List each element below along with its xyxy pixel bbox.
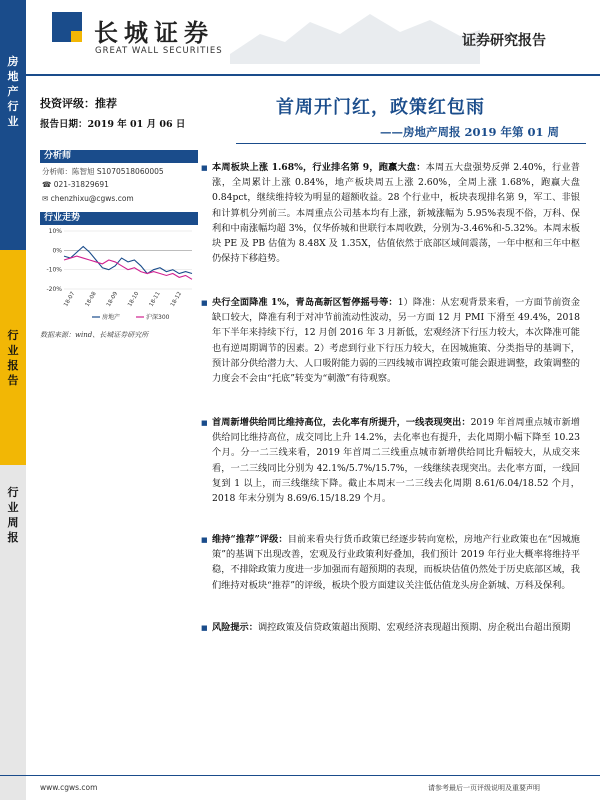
analyst-email[interactable]: ✉ chenzhixu@cgws.com [42, 194, 134, 203]
email-icon: ✉ [42, 194, 51, 203]
page-header [0, 0, 600, 74]
paragraph-body: 1）降准：从宏观背景来看，一方面节前资金缺口较大，降准有利于对冲节前流动性波动，另一方面 12 月 PMI 下滑至 49.4%，2018 年下半年来持续下行，12 月创 2016 年 3 月新低，宏观经济下行压力较大，本次降准可能也有逆周期调节的因素。2）考虑到行业下行压力较大，在因城施策、分类指导的基调下，预计部分供给潜力大、人口吸附能力弱的三四线城市调控政策可能会跟进调整，政策调整的力度会不会由“托底”转变为“刺激”有待观察。 [212, 297, 580, 385]
chart-source: 数据来源：wind、长城证券研究所 [40, 331, 149, 339]
report-subtitle: ——房地产周报 2019 年第 01 周 [380, 125, 560, 139]
x-tick-label: 18-10 [127, 291, 141, 308]
header-divider [0, 74, 600, 76]
paragraph-supply [201, 415, 580, 506]
investment-rating: 投资评级：推荐 [40, 97, 117, 110]
paragraph-lead: 央行全面降准 1%，青岛高新区暂停摇号等： [212, 297, 398, 308]
footer-divider [0, 775, 600, 776]
rail-label-mid: 行 业 报 告 [7, 329, 19, 387]
footer-disclaimer: 请参考最后一页评级说明及重要声明 [428, 784, 540, 792]
series-line-1 [64, 256, 192, 279]
y-tick-label: 0% [52, 247, 62, 255]
x-tick-label: 18-12 [169, 291, 184, 308]
bullet-icon: ■ [201, 164, 208, 172]
x-tick-label: 18-08 [84, 291, 98, 308]
side-rail [0, 0, 26, 800]
paragraph-body: 本周五大盘强势反弹 2.40%，行业普涨，全周累计上涨 0.84%，地产板块周五上涨 2.60%，全周上涨 1.68%，跑赢大盘 0.84pct，继续维持较为明显的超额收益。28 个行业中，板块表现排名第 9，军工、非银和计算机分列前三。本周重点公司基本均有上涨，新城涨幅为 5.95%表现不俗，万科、保利和中南涨幅均超 3%，仅华侨城和世联行本周收跌，分别为-3.46%和-5.32%。本周末板块 PE 及 PB 估值为 8.48X 及 1.35X，估值依然于底部区域间震荡，一年中枢和三年中枢仍保持下移趋势。 [212, 162, 580, 265]
rail-label-bottom: 行 业 周 报 [7, 486, 19, 544]
bullet-icon: ■ [201, 419, 208, 427]
footer-url-link[interactable]: www.cgws.com [40, 783, 98, 792]
paragraph-lead: 首周新增供给同比维持高位，去化率有所提升，一线表现突出： [212, 417, 471, 428]
paragraph-market [201, 160, 580, 266]
great-wall-watermark [230, 4, 480, 64]
y-tick-label: 10% [48, 228, 62, 235]
y-tick-label: -10% [46, 266, 62, 274]
analyst-name: 分析师：陈智旭 S1070518060005 [42, 167, 164, 176]
rail-segment-mid [0, 250, 26, 465]
company-logo-mark [52, 12, 82, 42]
legend-label-0: 房地产 [102, 314, 121, 321]
bullet-icon: ■ [201, 624, 208, 632]
bullet-icon: ■ [201, 536, 208, 544]
rail-segment-top [0, 0, 26, 250]
rail-segment-bottom [0, 465, 26, 800]
analyst-phone: ☎ 021-31829691 [42, 180, 109, 189]
company-logo-en: GREAT WALL SECURITIES [95, 46, 223, 56]
x-tick-label: 18-09 [105, 291, 120, 308]
legend-label-1: 沪深300 [146, 314, 170, 321]
paragraph-lead: 维持“推荐”评级： [212, 534, 288, 545]
paragraph-risk [201, 620, 580, 635]
paragraph-lead: 风险提示： [212, 622, 258, 633]
y-tick-label: -20% [46, 286, 62, 293]
trend-header: 行业走势 [40, 212, 198, 225]
phone-icon: ☎ [42, 180, 54, 189]
paragraph-rating [201, 532, 580, 593]
report-date: 报告日期：2019 年 01 月 06 日 [40, 119, 186, 130]
rail-label-top: 房 地 产 行 业 [7, 55, 19, 128]
company-logo-cn: 长城证券 [94, 18, 214, 47]
x-tick-label: 18-11 [148, 291, 162, 308]
paragraph-body: 调控政策及信贷政策超出预期、宏观经济表现超出预期、房企税出台超出预期 [257, 622, 571, 633]
report-title: 首周开门红，政策红包雨 [276, 97, 485, 118]
subtitle-divider [236, 143, 586, 144]
paragraph-body: 目前来看央行货币政策已经逐步转向宽松，房地产行业政策也在“因城施策”的基调下出现改善，宏观及行业政策利好叠加，我们预计 2019 年行业大概率将维持平稳，不排除政策力度进一步加强而有超预期的表现，而板块估值仍然处于历史底部区域，我们维持对板块“推荐”的评级，板块个股方面建议关注低估值龙头房企新城、万科及保利。 [212, 534, 580, 591]
paragraph-body: 2019 年首周重点城市新增供给同比维持高位，成交同比上升 14.2%，去化率也有提升，去化周期小幅下降至 10.23 个月。分一二三线来看，2019 年首周二三线重点城市新增供给同比升幅较大，从成交来看，一二三线同比分别为 42.1%/5.7%/15.7%，一线继续表现突出。去化率方面，一线回复到 1 以上，而三线继续下降。截止本周末一二三线去化周期 8.61/6.04/18.52 个月，2018 年末分别为 8.69/6.15/18.29 个月。 [212, 417, 580, 505]
industry-trend-chart [40, 225, 198, 325]
bullet-icon: ■ [201, 299, 208, 307]
x-tick-label: 18-07 [63, 291, 77, 308]
paragraph-policy [201, 295, 580, 386]
paragraph-lead: 本周板块上涨 1.68%，行业排名第 9，跑赢大盘： [212, 162, 426, 173]
analyst-header: 分析师 [40, 150, 198, 163]
report-type-label: 证券研究报告 [462, 33, 546, 49]
